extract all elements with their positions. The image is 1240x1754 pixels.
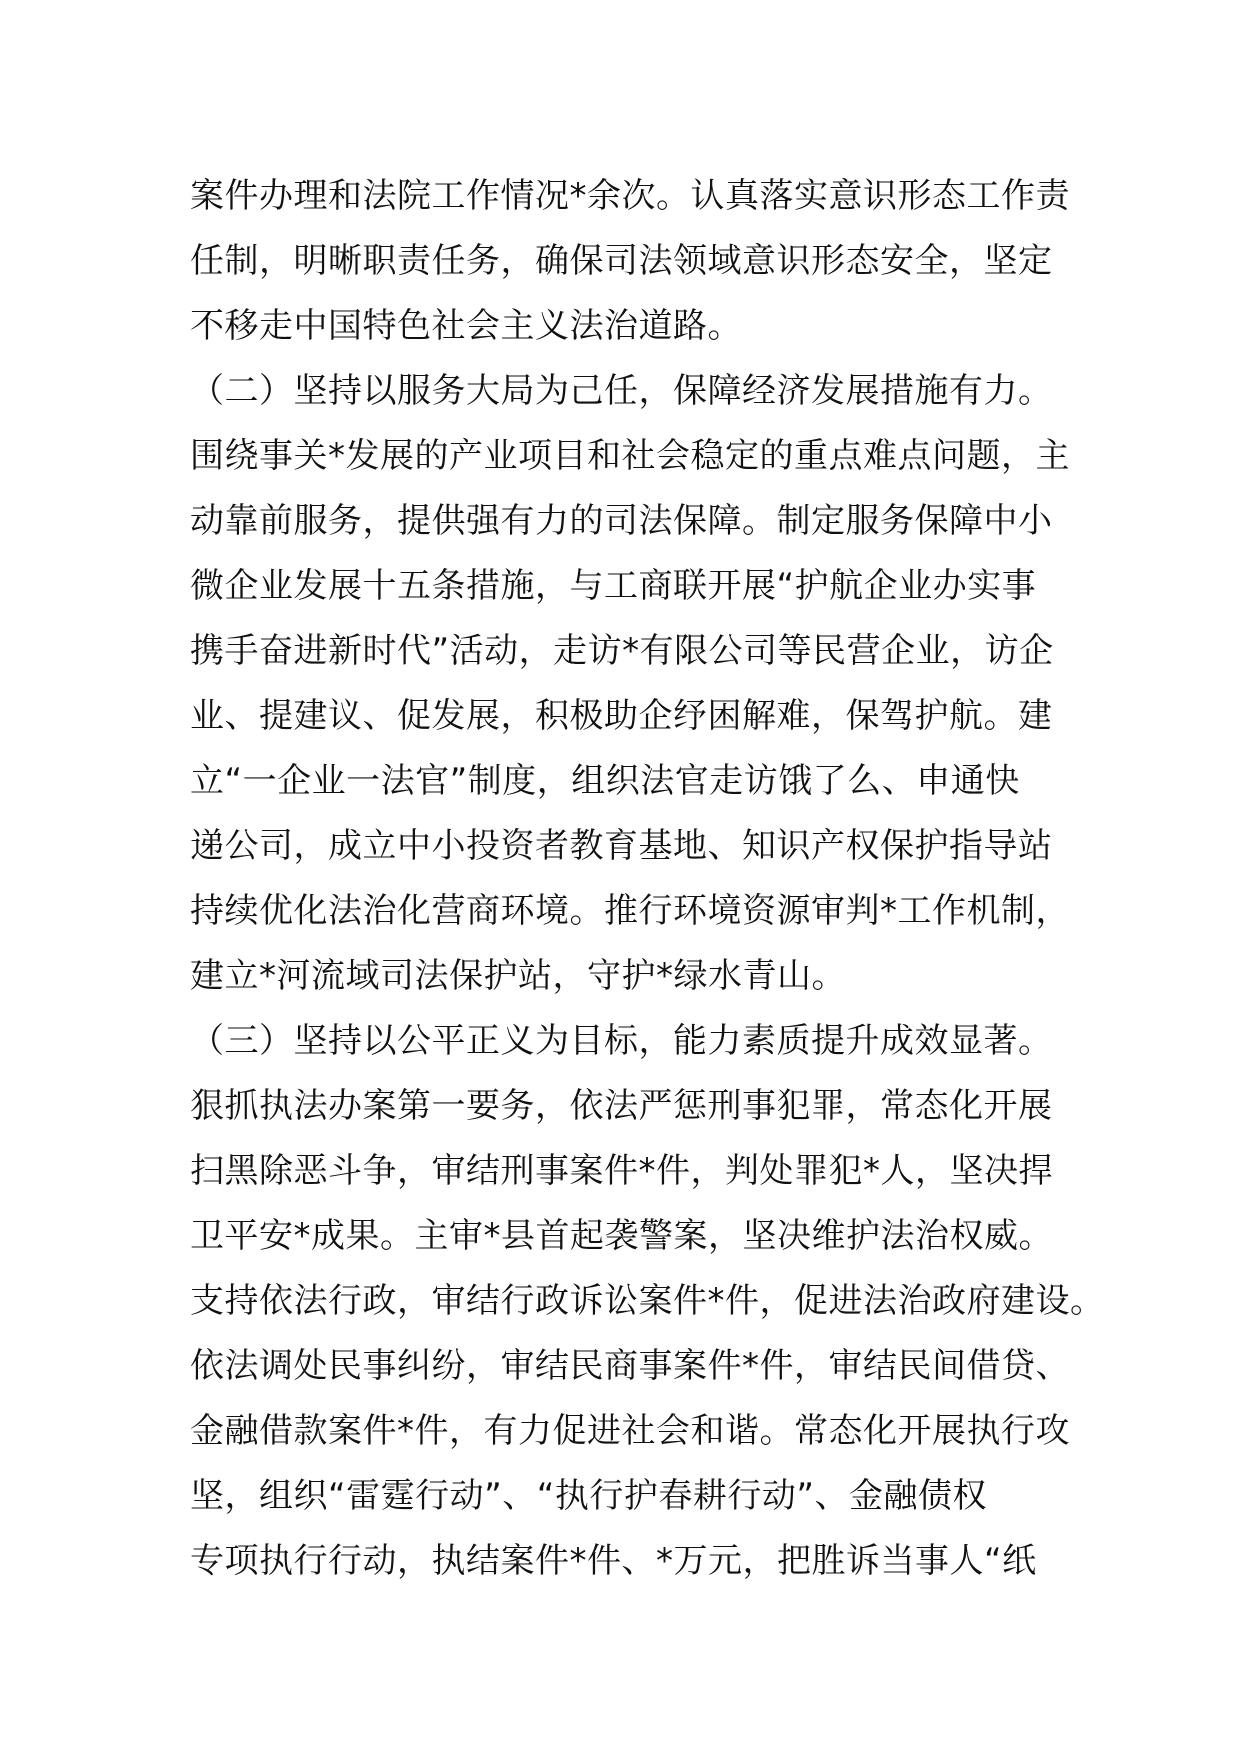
text-line: 不移走中国特色社会主义法治道路。 [190,306,742,346]
text-line: 坚，组织“雷霆行动”、“执行护春耕行动”、金融债权 [190,1476,987,1516]
text-line: 扫黑除恶斗争，审结刑事案件*件，判处罪犯*人，坚决捍 [190,1151,1053,1191]
section-heading-2: （二）坚持以服务大局为己任，保障经济发展措施有力。 [190,371,1053,411]
text-line: 携手奋进新时代”活动，走访*有限公司等民营企业，访企 [190,631,1054,671]
section-heading-3: （三）坚持以公平正义为目标，能力素质提升成效显著。 [190,1021,1053,1061]
text-line: 专项执行行动，执结案件*件、*万元，把胜诉当事人“纸 [190,1541,1037,1581]
text-line: 卫平安*成果。主审*县首起袭警案，坚决维护法治权威。 [190,1216,1053,1256]
text-line: 递公司，成立中小投资者教育基地、知识产权保护指导站 [190,826,1053,866]
text-line: 任制，明晰职责任务，确保司法领域意识形态安全，坚定 [190,241,1053,281]
text-line: 建立*河流域司法保护站，守护*绿水青山。 [190,956,846,996]
text-line: 依法调处民事纠纷，审结民商事案件*件，审结民间借贷、 [190,1346,1070,1386]
text-line: 微企业发展十五条措施，与工商联开展“护航企业办实事 [190,566,1037,606]
text-line: 案件办理和法院工作情况*余次。认真落实意识形态工作责 [190,176,1070,216]
body-text [190,164,1105,1594]
text-line: 围绕事关*发展的产业项目和社会稳定的重点难点问题，主 [190,436,1070,476]
text-line: 持续优化法治化营商环境。推行环境资源审判*工作机制， [190,891,1070,931]
text-line: 立“一企业一法官”制度，组织法官走访饿了么、申通快 [190,761,1020,801]
text-line: 动靠前服务，提供强有力的司法保障。制定服务保障中小 [190,501,1053,541]
text-line: 支持依法行政，审结行政诉讼案件*件，促进法治政府建设。 [190,1281,1105,1321]
text-line: 狠抓执法办案第一要务，依法严惩刑事犯罪，常态化开展 [190,1086,1053,1126]
text-line: 金融借款案件*件，有力促进社会和谐。常态化开展执行攻 [190,1411,1070,1451]
text-line: 业、提建议、促发展，积极助企纾困解难，保驾护航。建 [190,696,1053,736]
